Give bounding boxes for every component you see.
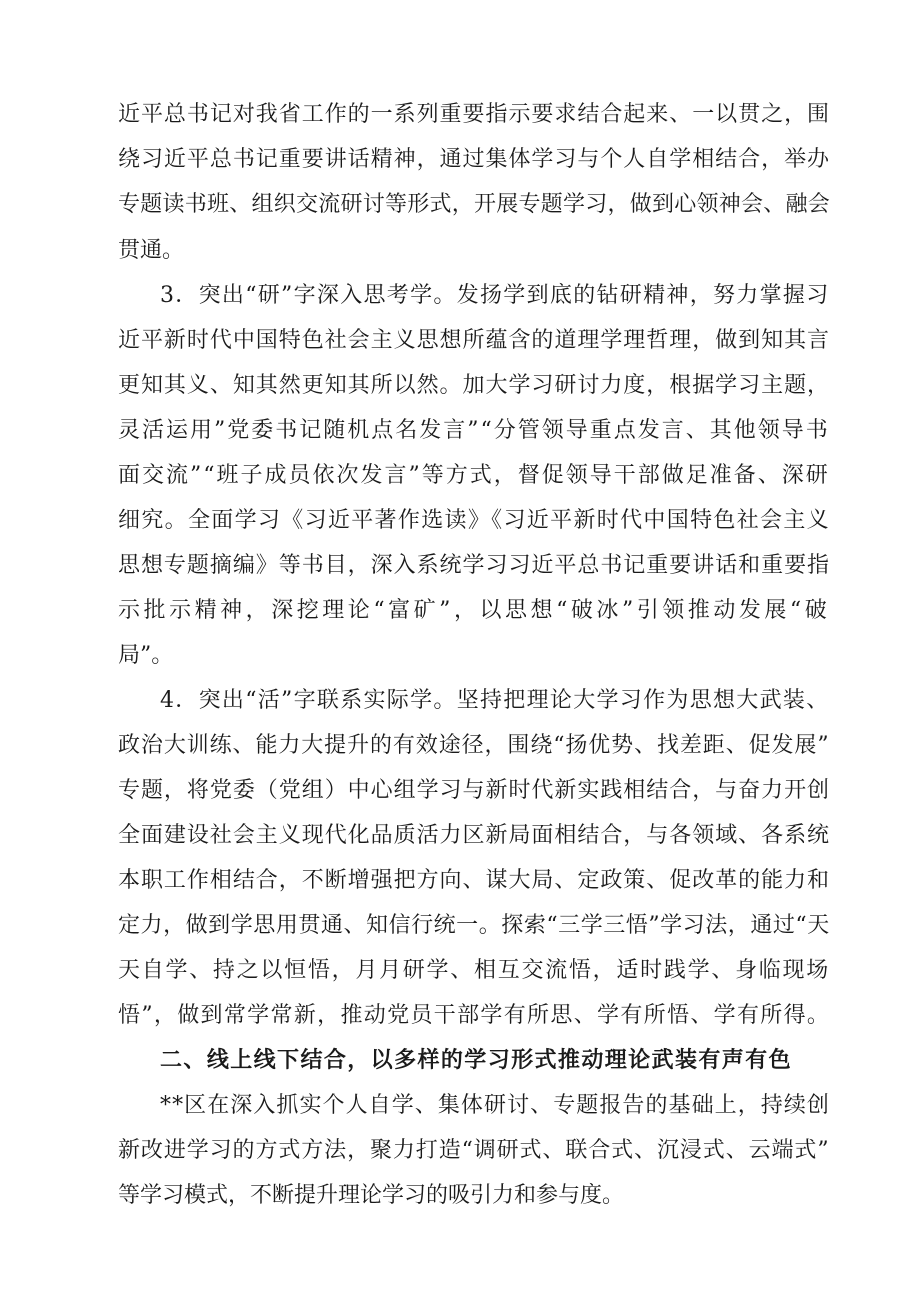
heading-line: 二、线上线下结合，以多样的学习形式推动理论武装有声有色 (160, 1048, 793, 1073)
text-line: 灵活运用”党委书记随机点名发言”“分管领导重点发言、其他领导书 (118, 418, 830, 443)
text-line: 贯通。 (118, 238, 185, 263)
text-line: 等学习模式，不断提升理论学习的吸引力和参与度。 (118, 1183, 625, 1208)
text-line: 面交流”“班子成员依次发言”等方式，督促领导干部做足准备、深研 (118, 463, 830, 488)
text-line: 绕习近平总书记重要讲话精神，通过集体学习与个人自学相结合，举办 (118, 147, 831, 172)
text-line: 全面建设社会主义现代化品质活力区新局面相结合，与各领域、各系统 (118, 823, 831, 848)
text-line: 示批示精神，深挖理论“富矿”，以思想“破冰”引领推动发展“破 (118, 598, 831, 623)
text-line: 近平新时代中国特色社会主义思想所蕴含的道理学理哲理，做到知其言 (118, 328, 831, 353)
text-line: 细究。全面学习《习近平著作选读》《习近平新时代中国特色社会主义 (118, 508, 831, 533)
text-line: 专题读书班、组织交流研讨等形式，开展专题学习，做到心领神会、融会 (118, 192, 831, 217)
text-line: 悟”，做到常学常新，推动党员干部学有所思、学有所悟、学有所得。 (118, 1003, 831, 1028)
text-line: 新改进学习的方式方法，聚力打造“调研式、联合式、沉浸式、云端式” (118, 1138, 830, 1163)
text-line: 局”。 (118, 643, 174, 668)
text-line: 思想专题摘编》等书目，深入系统学习习近平总书记重要讲话和重要指 (118, 553, 831, 578)
text-line: **区在深入抓实个人自学、集体研讨、专题报告的基础上，持续创 (160, 1093, 831, 1118)
text-line: 更知其义、知其然更知其所以然。加大学习研讨力度，根据学习主题， (118, 373, 831, 398)
text-line: 专题，将党委（党组）中心组学习与新时代新实践相结合，与奋力开创 (118, 778, 831, 803)
text-line: 本职工作相结合，不断增强把方向、谋大局、定政策、促改革的能力和 (118, 868, 831, 893)
text-line: 政治大训练、能力大提升的有效途径，围绕“扬优势、找差距、促发展” (118, 733, 830, 758)
text-line: 天自学、持之以恒悟，月月研学、相互交流悟，适时践学、身临现场 (118, 958, 831, 983)
text-line: 定力，做到学思用贯通、知信行统一。探索“三学三悟”学习法，通过“天 (118, 913, 830, 938)
text-line: 4．突出“活”字联系实际学。坚持把理论大学习作为思想大武装、 (160, 688, 830, 713)
text-line: 近平总书记对我省工作的一系列重要指示要求结合起来、一以贯之，围 (118, 102, 831, 127)
text-line: 3．突出“研”字深入思考学。发扬学到底的钻研精神，努力掌握习 (160, 283, 830, 308)
